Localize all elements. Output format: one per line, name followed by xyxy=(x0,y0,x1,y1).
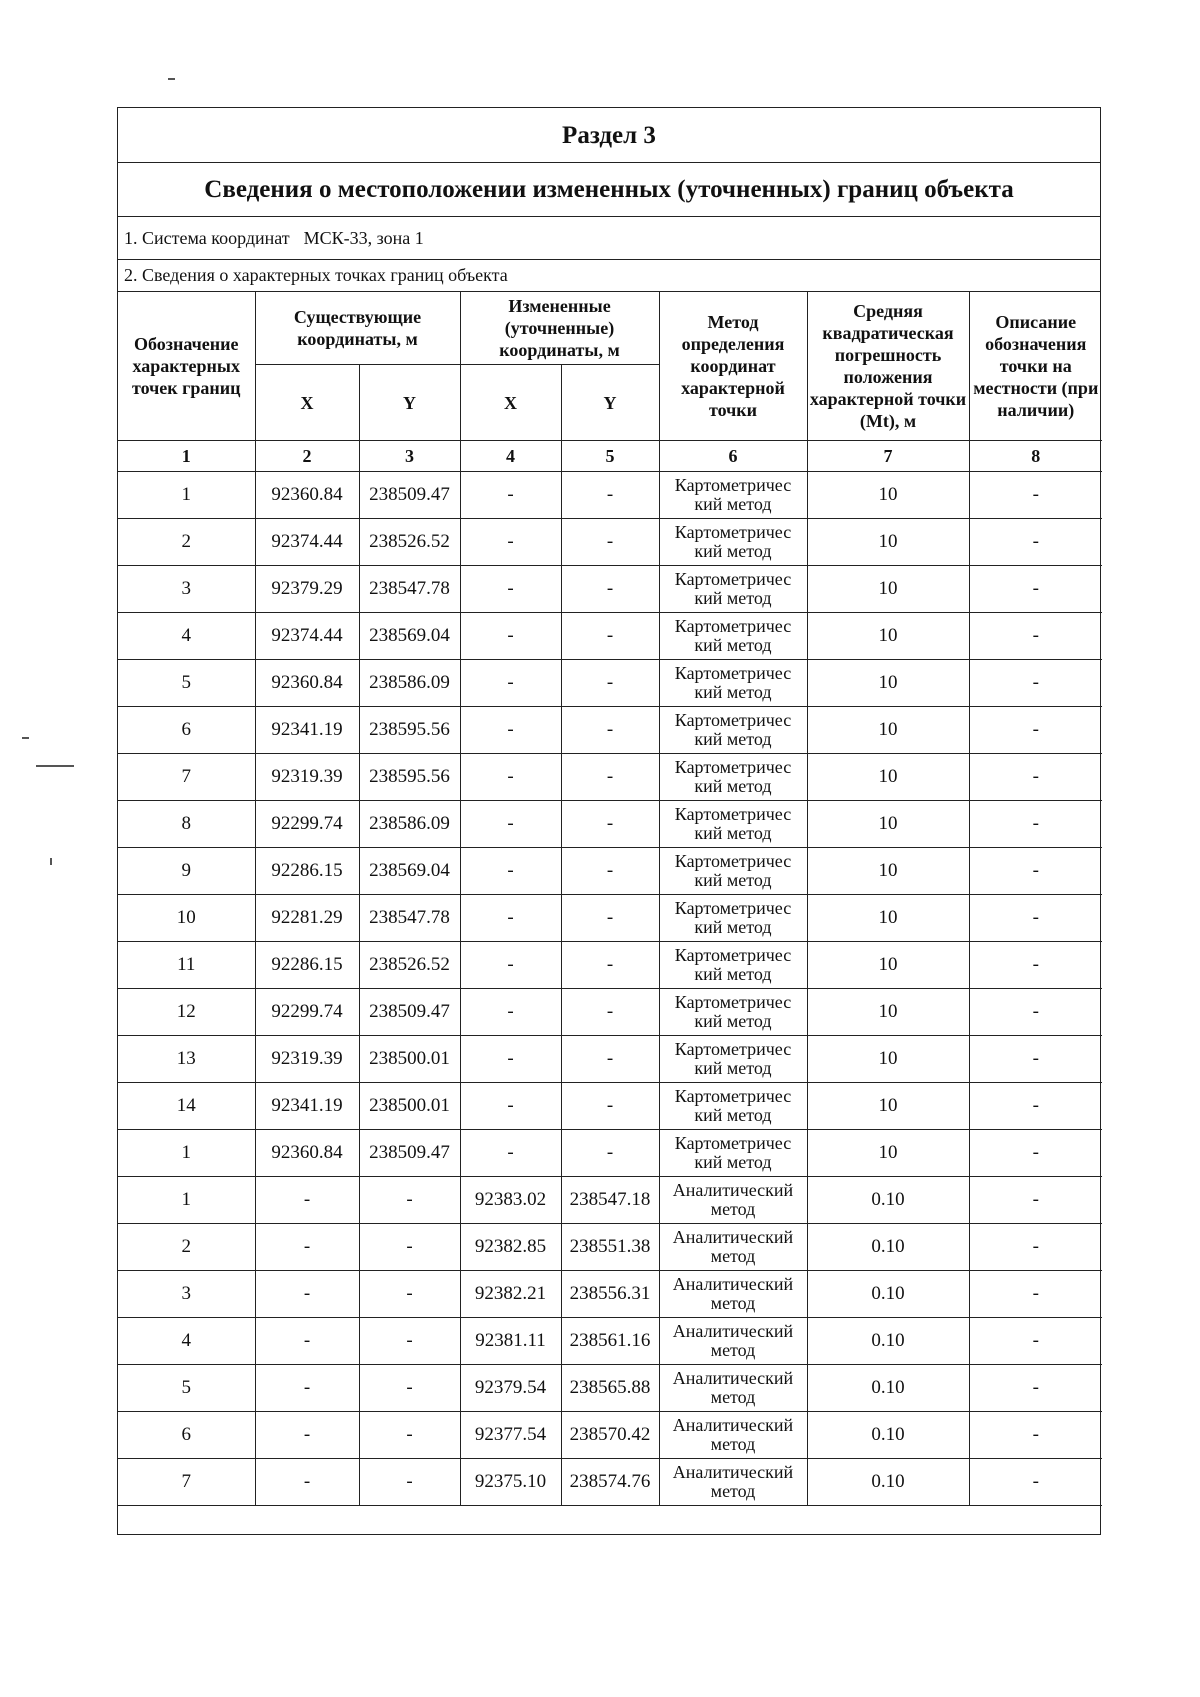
column-numbers-row xyxy=(118,441,1102,472)
existing-x: 92341.19 xyxy=(255,707,359,754)
table-row xyxy=(118,1083,1102,1130)
changed-x: - xyxy=(460,472,561,519)
method-line-2: кий метод xyxy=(694,635,772,655)
changed-y: - xyxy=(561,1083,659,1130)
method-line-2: метод xyxy=(710,1387,756,1407)
mt-value: 0.10 xyxy=(807,1318,969,1365)
method-line-2: кий метод xyxy=(694,917,772,937)
method-line-1: Картометричес xyxy=(674,569,792,589)
mt-value: 10 xyxy=(807,895,969,942)
mt-value: 10 xyxy=(807,1083,969,1130)
point-number: 4 xyxy=(118,613,255,660)
method-line-2: кий метод xyxy=(694,682,772,702)
existing-x: - xyxy=(255,1412,359,1459)
col-method-header: Метод определения координат характерной точки xyxy=(659,292,807,441)
point-number: 6 xyxy=(118,1412,255,1459)
scan-speck xyxy=(168,78,175,80)
description: - xyxy=(969,660,1102,707)
changed-x: - xyxy=(460,1130,561,1177)
changed-y: 238565.88 xyxy=(561,1365,659,1412)
method xyxy=(659,566,807,613)
changed-y: - xyxy=(561,660,659,707)
column-number: 6 xyxy=(659,441,807,472)
mt-value: 0.10 xyxy=(807,1459,969,1506)
table-row xyxy=(118,989,1102,1036)
existing-y: 238509.47 xyxy=(359,1130,460,1177)
table-row xyxy=(118,472,1102,519)
method-line-2: метод xyxy=(710,1434,756,1454)
existing-y: 238595.56 xyxy=(359,707,460,754)
method xyxy=(659,1459,807,1506)
method-line-1: Картометричес xyxy=(674,1039,792,1059)
method-line-2: кий метод xyxy=(694,870,772,890)
method xyxy=(659,472,807,519)
method-line-1: Картометричес xyxy=(674,710,792,730)
method-line-2: кий метод xyxy=(694,1105,772,1125)
point-number: 3 xyxy=(118,1271,255,1318)
coord-system-label: 1. Система координат xyxy=(124,228,290,248)
method-line-1: Аналитический xyxy=(672,1321,794,1341)
coord-system-row xyxy=(118,217,1100,260)
changed-y: - xyxy=(561,707,659,754)
existing-y: - xyxy=(359,1459,460,1506)
changed-x: - xyxy=(460,1036,561,1083)
method-line-1: Картометричес xyxy=(674,522,792,542)
point-number: 5 xyxy=(118,1365,255,1412)
existing-y: 238569.04 xyxy=(359,848,460,895)
mt-value: 10 xyxy=(807,519,969,566)
col-designation-header: Обозначение характерных точек границ xyxy=(118,292,255,441)
changed-x: - xyxy=(460,989,561,1036)
changed-x: - xyxy=(460,707,561,754)
point-number: 1 xyxy=(118,1177,255,1224)
description: - xyxy=(969,801,1102,848)
existing-x: 92379.29 xyxy=(255,566,359,613)
col-error-header: Средняя квадратическая погрешность положения характерной точки (Mt), м xyxy=(807,292,969,441)
changed-y: - xyxy=(561,1036,659,1083)
column-number: 5 xyxy=(561,441,659,472)
table-row xyxy=(118,754,1102,801)
existing-x: 92319.39 xyxy=(255,1036,359,1083)
existing-y: - xyxy=(359,1365,460,1412)
method-line-2: кий метод xyxy=(694,541,772,561)
existing-x: 92374.44 xyxy=(255,613,359,660)
description: - xyxy=(969,1130,1102,1177)
scan-speck xyxy=(50,858,52,865)
table-row xyxy=(118,1130,1102,1177)
changed-x: - xyxy=(460,519,561,566)
method-line-1: Картометричес xyxy=(674,663,792,683)
mt-value: 10 xyxy=(807,848,969,895)
table-row xyxy=(118,1365,1102,1412)
existing-y: 238547.78 xyxy=(359,895,460,942)
changed-x: 92375.10 xyxy=(460,1459,561,1506)
description: - xyxy=(969,1365,1102,1412)
existing-x: - xyxy=(255,1271,359,1318)
table-row xyxy=(118,801,1102,848)
description: - xyxy=(969,1083,1102,1130)
changed-x: 92382.85 xyxy=(460,1224,561,1271)
point-number: 5 xyxy=(118,660,255,707)
method-line-2: метод xyxy=(710,1199,756,1219)
existing-x: - xyxy=(255,1459,359,1506)
existing-x: 92299.74 xyxy=(255,801,359,848)
points-heading: 2. Сведения о характерных точках границ объекта xyxy=(118,260,1100,292)
existing-x: - xyxy=(255,1224,359,1271)
table-row xyxy=(118,660,1102,707)
method xyxy=(659,1318,807,1365)
existing-x: 92286.15 xyxy=(255,848,359,895)
changed-y: - xyxy=(561,942,659,989)
section-title: Раздел 3 xyxy=(118,108,1100,163)
mt-value: 10 xyxy=(807,1130,969,1177)
point-number: 6 xyxy=(118,707,255,754)
table-row xyxy=(118,1271,1102,1318)
point-number: 10 xyxy=(118,895,255,942)
changed-y: - xyxy=(561,754,659,801)
changed-y: 238551.38 xyxy=(561,1224,659,1271)
point-number: 8 xyxy=(118,801,255,848)
existing-y: 238569.04 xyxy=(359,613,460,660)
method-line-2: метод xyxy=(710,1246,756,1266)
description: - xyxy=(969,1271,1102,1318)
changed-x: - xyxy=(460,848,561,895)
table-row xyxy=(118,895,1102,942)
description: - xyxy=(969,942,1102,989)
changed-x: 92382.21 xyxy=(460,1271,561,1318)
scan-speck xyxy=(22,737,29,739)
table-row xyxy=(118,613,1102,660)
description: - xyxy=(969,1412,1102,1459)
description: - xyxy=(969,519,1102,566)
point-number: 3 xyxy=(118,566,255,613)
point-number: 7 xyxy=(118,754,255,801)
existing-x: 92281.29 xyxy=(255,895,359,942)
method xyxy=(659,613,807,660)
description: - xyxy=(969,1318,1102,1365)
method-line-1: Аналитический xyxy=(672,1227,794,1247)
mt-value: 10 xyxy=(807,613,969,660)
existing-x: 92319.39 xyxy=(255,754,359,801)
method-line-1: Картометричес xyxy=(674,851,792,871)
changed-x: - xyxy=(460,895,561,942)
method-line-2: метод xyxy=(710,1340,756,1360)
document-table xyxy=(117,107,1101,1535)
method xyxy=(659,895,807,942)
table-row xyxy=(118,707,1102,754)
existing-y: 238586.09 xyxy=(359,660,460,707)
description: - xyxy=(969,754,1102,801)
point-number: 13 xyxy=(118,1036,255,1083)
method xyxy=(659,1130,807,1177)
column-number: 4 xyxy=(460,441,561,472)
changed-x: 92379.54 xyxy=(460,1365,561,1412)
changed-x: - xyxy=(460,754,561,801)
col-changed-header: Измененные (уточненные) координаты, м xyxy=(460,292,659,365)
method-line-1: Аналитический xyxy=(672,1274,794,1294)
mt-value: 0.10 xyxy=(807,1177,969,1224)
mt-value: 0.10 xyxy=(807,1271,969,1318)
method-line-2: метод xyxy=(710,1293,756,1313)
method-line-2: кий метод xyxy=(694,729,772,749)
scan-speck xyxy=(36,765,74,767)
document-title: Сведения о местоположении измененных (уточненных) границ объекта xyxy=(118,163,1100,217)
existing-x: - xyxy=(255,1318,359,1365)
point-number: 1 xyxy=(118,1130,255,1177)
table-row xyxy=(118,566,1102,613)
changed-x: 92383.02 xyxy=(460,1177,561,1224)
mt-value: 10 xyxy=(807,660,969,707)
mt-value: 10 xyxy=(807,754,969,801)
existing-x: 92374.44 xyxy=(255,519,359,566)
method xyxy=(659,754,807,801)
existing-x: 92360.84 xyxy=(255,660,359,707)
table-row xyxy=(118,1036,1102,1083)
changed-y: - xyxy=(561,989,659,1036)
point-number: 11 xyxy=(118,942,255,989)
description: - xyxy=(969,1459,1102,1506)
changed-y: 238570.42 xyxy=(561,1412,659,1459)
existing-y: 238500.01 xyxy=(359,1036,460,1083)
existing-y: - xyxy=(359,1224,460,1271)
existing-y: 238595.56 xyxy=(359,754,460,801)
column-number: 8 xyxy=(969,441,1102,472)
method xyxy=(659,1224,807,1271)
existing-y: 238500.01 xyxy=(359,1083,460,1130)
description: - xyxy=(969,1177,1102,1224)
col-description-header: Описание обозначения точки на местности (при наличии) xyxy=(969,292,1102,441)
existing-x: - xyxy=(255,1365,359,1412)
description: - xyxy=(969,895,1102,942)
changed-y: 238547.18 xyxy=(561,1177,659,1224)
method xyxy=(659,848,807,895)
mt-value: 10 xyxy=(807,1036,969,1083)
changed-y: - xyxy=(561,472,659,519)
existing-y: - xyxy=(359,1318,460,1365)
method-line-2: кий метод xyxy=(694,776,772,796)
method xyxy=(659,1177,807,1224)
mt-value: 10 xyxy=(807,472,969,519)
existing-y: - xyxy=(359,1177,460,1224)
method xyxy=(659,660,807,707)
point-number: 7 xyxy=(118,1459,255,1506)
method-line-1: Картометричес xyxy=(674,1133,792,1153)
existing-x: 92360.84 xyxy=(255,1130,359,1177)
description: - xyxy=(969,1036,1102,1083)
table-row xyxy=(118,1459,1102,1506)
changed-x: - xyxy=(460,613,561,660)
table-row xyxy=(118,1412,1102,1459)
mt-value: 10 xyxy=(807,707,969,754)
method-line-2: метод xyxy=(710,1481,756,1501)
table-row xyxy=(118,848,1102,895)
method xyxy=(659,942,807,989)
existing-x: 92341.19 xyxy=(255,1083,359,1130)
description: - xyxy=(969,1224,1102,1271)
points-table-body xyxy=(118,472,1102,1506)
method-line-1: Аналитический xyxy=(672,1415,794,1435)
method-line-1: Аналитический xyxy=(672,1180,794,1200)
mt-value: 10 xyxy=(807,989,969,1036)
method-line-1: Картометричес xyxy=(674,898,792,918)
existing-y: - xyxy=(359,1412,460,1459)
point-number: 9 xyxy=(118,848,255,895)
table-row xyxy=(118,942,1102,989)
point-number: 4 xyxy=(118,1318,255,1365)
coord-system-value: МСК-33, зона 1 xyxy=(303,228,424,248)
description: - xyxy=(969,472,1102,519)
method-line-1: Картометричес xyxy=(674,475,792,495)
changed-y: - xyxy=(561,801,659,848)
point-number: 1 xyxy=(118,472,255,519)
method-line-2: кий метод xyxy=(694,1152,772,1172)
column-number: 7 xyxy=(807,441,969,472)
points-table xyxy=(118,292,1102,1506)
method-line-2: кий метод xyxy=(694,1011,772,1031)
method xyxy=(659,1271,807,1318)
existing-x: 92299.74 xyxy=(255,989,359,1036)
method-line-1: Картометричес xyxy=(674,804,792,824)
mt-value: 0.10 xyxy=(807,1365,969,1412)
table-footer-space xyxy=(118,1506,1100,1534)
column-number: 1 xyxy=(118,441,255,472)
changed-x: - xyxy=(460,566,561,613)
description: - xyxy=(969,613,1102,660)
mt-value: 10 xyxy=(807,566,969,613)
changed-x: - xyxy=(460,660,561,707)
method-line-1: Картометричес xyxy=(674,757,792,777)
existing-y: - xyxy=(359,1271,460,1318)
changed-y: - xyxy=(561,519,659,566)
mt-value: 0.10 xyxy=(807,1412,969,1459)
method-line-2: кий метод xyxy=(694,823,772,843)
column-number: 2 xyxy=(255,441,359,472)
description: - xyxy=(969,848,1102,895)
method xyxy=(659,707,807,754)
method xyxy=(659,519,807,566)
mt-value: 10 xyxy=(807,801,969,848)
col-changed-x: X xyxy=(460,365,561,441)
mt-value: 10 xyxy=(807,942,969,989)
changed-y: - xyxy=(561,895,659,942)
method-line-2: кий метод xyxy=(694,964,772,984)
changed-x: - xyxy=(460,1083,561,1130)
col-existing-y: Y xyxy=(359,365,460,441)
method xyxy=(659,1083,807,1130)
changed-y: - xyxy=(561,566,659,613)
existing-y: 238526.52 xyxy=(359,519,460,566)
col-existing-header: Существующие координаты, м xyxy=(255,292,460,365)
table-row xyxy=(118,1318,1102,1365)
existing-y: 238586.09 xyxy=(359,801,460,848)
point-number: 14 xyxy=(118,1083,255,1130)
method xyxy=(659,1036,807,1083)
table-row xyxy=(118,519,1102,566)
table-row xyxy=(118,1224,1102,1271)
changed-x: 92377.54 xyxy=(460,1412,561,1459)
existing-y: 238509.47 xyxy=(359,472,460,519)
method-line-1: Аналитический xyxy=(672,1368,794,1388)
method xyxy=(659,1365,807,1412)
existing-x: 92286.15 xyxy=(255,942,359,989)
changed-y: - xyxy=(561,1130,659,1177)
method-line-1: Картометричес xyxy=(674,945,792,965)
method xyxy=(659,801,807,848)
col-changed-y: Y xyxy=(561,365,659,441)
table-row xyxy=(118,1177,1102,1224)
method-line-1: Картометричес xyxy=(674,1086,792,1106)
description: - xyxy=(969,566,1102,613)
changed-y: - xyxy=(561,848,659,895)
changed-x: - xyxy=(460,942,561,989)
description: - xyxy=(969,707,1102,754)
changed-x: - xyxy=(460,801,561,848)
changed-y: - xyxy=(561,613,659,660)
method xyxy=(659,1412,807,1459)
method-line-2: кий метод xyxy=(694,494,772,514)
column-number: 3 xyxy=(359,441,460,472)
method-line-2: кий метод xyxy=(694,1058,772,1078)
existing-y: 238547.78 xyxy=(359,566,460,613)
col-existing-x: X xyxy=(255,365,359,441)
method-line-1: Картометричес xyxy=(674,992,792,1012)
point-number: 2 xyxy=(118,1224,255,1271)
point-number: 2 xyxy=(118,519,255,566)
method-line-1: Картометричес xyxy=(674,616,792,636)
changed-y: 238574.76 xyxy=(561,1459,659,1506)
method-line-2: кий метод xyxy=(694,588,772,608)
method xyxy=(659,989,807,1036)
method-line-1: Аналитический xyxy=(672,1462,794,1482)
existing-x: 92360.84 xyxy=(255,472,359,519)
changed-y: 238556.31 xyxy=(561,1271,659,1318)
existing-y: 238509.47 xyxy=(359,989,460,1036)
existing-y: 238526.52 xyxy=(359,942,460,989)
point-number: 12 xyxy=(118,989,255,1036)
changed-y: 238561.16 xyxy=(561,1318,659,1365)
changed-x: 92381.11 xyxy=(460,1318,561,1365)
description: - xyxy=(969,989,1102,1036)
existing-x: - xyxy=(255,1177,359,1224)
mt-value: 0.10 xyxy=(807,1224,969,1271)
